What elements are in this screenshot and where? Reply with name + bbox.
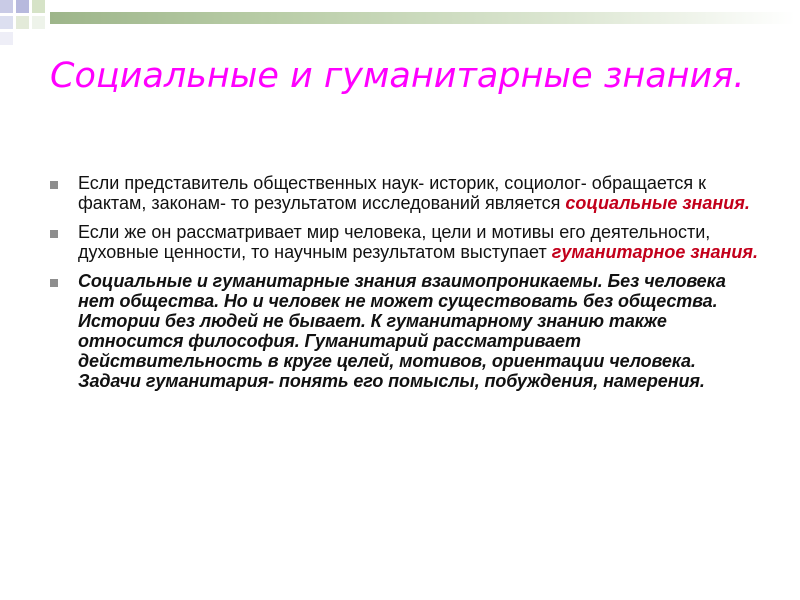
slide-title: Социальные и гуманитарные знания. bbox=[50, 56, 745, 96]
decor-square bbox=[32, 0, 45, 13]
bullet-body: Если же он рассматривает мир человека, цели и мотивы его деятельности, духовные ценности, то научным результатом выступает bbox=[78, 222, 711, 262]
square-bullet-icon bbox=[50, 181, 58, 189]
square-bullet-icon bbox=[50, 279, 58, 287]
bullet-item bbox=[48, 271, 758, 391]
decor-square bbox=[16, 0, 29, 13]
bullet-emphasis: гуманитарное знания. bbox=[551, 242, 758, 262]
decor-square bbox=[0, 16, 13, 29]
bullet-text: Социальные и гуманитарные знания взаимопроникаемы. Без человека нет общества. Но и человек не может существовать без общества. Истории без людей не бывает. К гуманитарному знанию также относится философия. Гуманитарий рассматривает действительность в круге целей, мотивов, ориентации человека. Задачи гуманитария- понять его помыслы, побуждения, намерения. bbox=[78, 271, 726, 391]
bullet-text bbox=[78, 173, 758, 213]
top-accent-bar bbox=[50, 12, 795, 24]
decor-square bbox=[0, 0, 13, 13]
square-bullet-icon bbox=[50, 230, 58, 238]
decor-square bbox=[16, 16, 29, 29]
bullet-item bbox=[48, 173, 758, 213]
bullet-item bbox=[48, 222, 758, 262]
bullet-emphasis: социальные знания. bbox=[565, 193, 750, 213]
decor-square bbox=[32, 16, 45, 29]
bullet-text bbox=[78, 222, 758, 262]
bullet-list bbox=[48, 173, 758, 400]
decor-square bbox=[0, 32, 13, 45]
bullet-body: Если представитель общественных наук- историк, социолог- обращается к фактам, законам- то результатом исследований является bbox=[78, 173, 706, 213]
